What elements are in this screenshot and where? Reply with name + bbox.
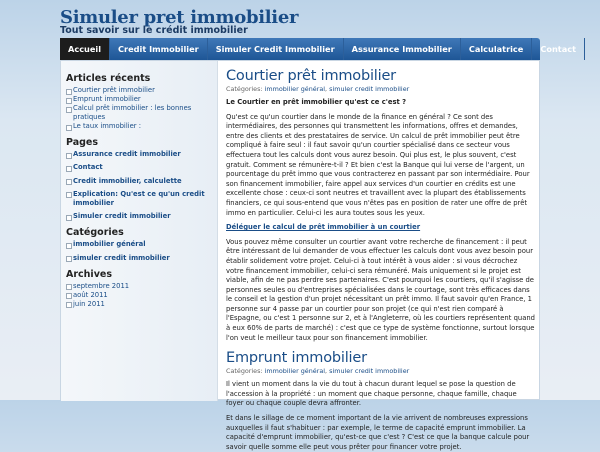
- nav-credit-immobilier[interactable]: Credit Immobilier: [110, 38, 208, 60]
- meta-prefix: Catégories:: [226, 85, 265, 93]
- page-link[interactable]: Simuler credit immobilier: [66, 212, 217, 221]
- recent-post-link[interactable]: Courtier prêt immobilier: [66, 86, 217, 95]
- post-meta: [226, 367, 536, 375]
- meta-separator: ,: [325, 85, 330, 93]
- nav-simuler-credit[interactable]: Simuler Credit Immobilier: [208, 38, 344, 60]
- category-link[interactable]: immobilier général: [264, 367, 326, 376]
- recent-posts-list: [66, 86, 217, 131]
- page-link[interactable]: Contact: [66, 163, 217, 172]
- main-content: [226, 61, 536, 451]
- page-link[interactable]: Assurance credit immobilier: [66, 150, 217, 159]
- page-link[interactable]: Credit immobilier, calculette: [66, 177, 217, 186]
- category-link[interactable]: immobilier général: [264, 85, 326, 93]
- main-navigation: [60, 38, 577, 60]
- recent-post-link[interactable]: Calcul prêt immobilier : les bonnes pratiques: [66, 104, 217, 122]
- nav-calculatrice[interactable]: Calculatrice: [461, 38, 533, 60]
- category-link[interactable]: simuler credit immobilier: [329, 85, 410, 93]
- archives-heading: Archives: [66, 268, 112, 280]
- recent-posts-heading: Articles récents: [66, 73, 151, 84]
- post: [226, 68, 536, 343]
- recent-post-link[interactable]: Emprunt immobilier: [66, 95, 217, 104]
- meta-separator: ,: [325, 367, 330, 376]
- sidebar: [61, 61, 218, 401]
- post-paragraph: Il vient un moment dans la vie du tout à chacun durant lequel se pose la question de l'accession à la propriété : un moment que chaque personne, chaque famille, chaque foyer ou chaque couple devra affronter.: [226, 380, 517, 408]
- post-paragraph: Vous pouvez même consulter un courtier avant votre recherche de financement : il peut être intéressant de lui demander de vous effectuer les calculs dont vous avez besoin pour établir solidement votre projet. Celui-ci à tout intérêt à vous aider : si vous décrochez votre financement immobilier, celui-ci sera rémunéré. Mais uniquement si le projet est viable, afin de ne pas perdre ses partenaires. C'est pourquoi les courtiers, qu'il s'agisse de personnes seules ou d'entreprises spécialisées dans le courtage, sont très efficaces dans le conseil et la gestion d'un projet nécessitant un prêt immo. Il faut savoir qu'en France, 1 personne sur 4 passe par un courtier pour son projet (ce qui n'est rien comparé à l'Espagne, ou c'est 1 personne sur 2, et à l'Angleterre, où les courtiers représentent quand à eux 60% de parts de marché) : c'est que ce type de système fonctionne, surtout lorsque l'on veut le meilleur taux pour son financement immobilier.: [226, 237, 535, 342]
- nav-contact[interactable]: Contact: [532, 38, 585, 60]
- category-link[interactable]: simuler credit immobilier: [66, 254, 217, 263]
- categories-list: [66, 240, 217, 263]
- post-subheading-link[interactable]: Déléguer le calcul de prêt immobilier à un courtier: [226, 223, 421, 232]
- archive-link[interactable]: septembre 2011: [66, 282, 217, 291]
- site-description: Tout savoir sur le crédit immobilier: [60, 25, 248, 36]
- category-link[interactable]: simuler credit immobilier: [329, 367, 410, 376]
- meta-prefix: Catégories:: [226, 367, 265, 376]
- nav-accueil[interactable]: Accueil: [60, 38, 110, 60]
- site-title[interactable]: Simuler pret immobilier: [60, 7, 299, 28]
- pages-list: [66, 150, 217, 221]
- nav-assurance[interactable]: Assurance Immobilier: [344, 38, 461, 60]
- post-paragraph: Et dans le sillage de ce moment important de la vie arrivent de nombreuses expressions auxquelles il faut s'habituer : par exemple, le terme de capacité emprunt immobilier. La capacité d'emprunt immobilier, qu'est-ce que c'est ? C'est ce que la banque calcule pour savoir quelle somme elle peut vous prêter pour financer votre projet.: [226, 414, 530, 451]
- content-container: [60, 60, 540, 451]
- post-title[interactable]: Emprunt immobilier: [226, 350, 367, 367]
- post-paragraph: Qu'est ce qu'un courtier dans le monde de la finance en général ? Ce sont des intermédiaires, des personnes qui transmettent les informations, offres et demandes, entre des clients et des prestataires de service. Un calcul de prêt immobilier peut être compliqué à faire seul : il faut savoir qu'un courtier spécialisé dans ce secteur vous effectuera tout les calculs dont vous aurez besoin. Qui plus est, le plus souvent, c'est gratuit. Comment se rémunère-t-il ? Et bien c'est la Banque qui lui verse de l'argent, un pourcentage du prêt immo que vous contracterez en passant par son intermédiaire. Pour son financement immobilier, faire appel aux services d'un courtier en crédits est une excellente chose : ceux-ci sont neutres et travaillent avec la plupart des établissements financiers, ce qui sous-entend que vous n'êtes pas en position de rater une offre de prêt immo en particulier. Celui-ci les aura toutes sous les yeux.: [226, 112, 530, 217]
- post-title[interactable]: Courtier prêt immobilier: [226, 68, 396, 84]
- post-meta: [226, 85, 536, 93]
- pages-heading: Pages: [66, 137, 99, 148]
- recent-post-link[interactable]: Le taux immobilier :: [66, 122, 217, 131]
- page-link[interactable]: Explication: Qu'est ce qu'un credit immobilier: [66, 190, 217, 208]
- archive-link[interactable]: juin 2011: [66, 300, 217, 309]
- post-intro: Le Courtier en prêt immobilier qu'est ce c'est ?: [226, 98, 407, 106]
- archive-link[interactable]: août 2011: [66, 291, 217, 300]
- post: [226, 350, 536, 452]
- category-link[interactable]: immobilier général: [66, 240, 217, 249]
- categories-heading: Catégories: [66, 227, 124, 239]
- archives-list: [66, 282, 217, 309]
